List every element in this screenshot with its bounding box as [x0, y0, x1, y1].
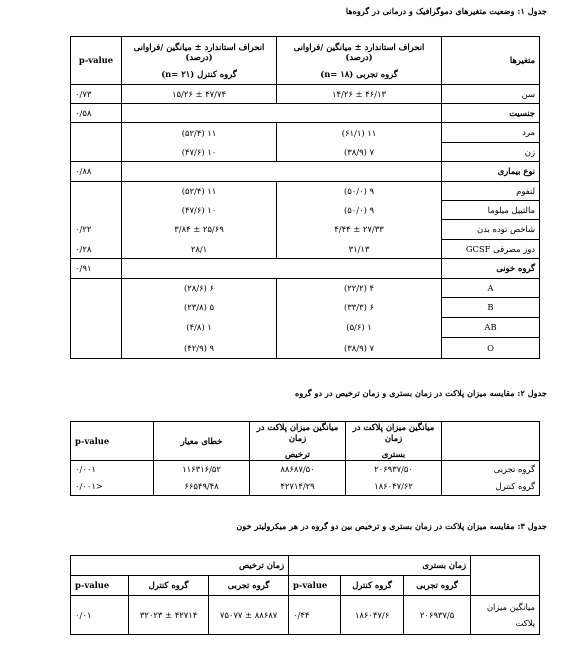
row-label-female: زن [442, 143, 540, 162]
table3-adm-experimental-header: گروه تجربی [404, 576, 471, 596]
table3-header-row2 [71, 576, 540, 596]
cell-disease-span [122, 162, 442, 182]
table1-caption: جدول ۱: وضعیت متغیرهای دموگرافیک و درمانی در گروه‌ها [345, 6, 547, 16]
row-label-ab: AB [442, 318, 540, 338]
cell-disease-p: ۰/۸۸ [71, 162, 122, 182]
experimental-header-line1: انحراف استاندارد ± میانگین /فراوانی (درصد) [293, 41, 425, 63]
cell-o-control: ۹ (۴۲/۹) [122, 338, 277, 359]
table-row [71, 201, 540, 220]
row-label-myeloma: مالتیپل میلوما [442, 201, 540, 220]
table-row [71, 85, 540, 104]
table2-cell-discharge-experimental: ۸۸۶۸۷/۵۰ [250, 460, 346, 478]
cell-ab-control: ۱ (۴/۸) [122, 318, 277, 338]
table2-admission-header-line1: میانگین میزان پلاکت در زمان [352, 422, 435, 443]
cell-o-experimental: ۷ (۳۸/۹) [277, 338, 442, 359]
table2-cell-se-experimental: ۱۱۶۳۱۶/۵۲ [154, 460, 250, 478]
cell-blood-p: ۰/۹۱ [71, 259, 122, 279]
row-label-male: مرد [442, 123, 540, 143]
table3-adm-pvalue-header: p-value [289, 576, 341, 596]
table-row [71, 182, 540, 201]
table3-dis-control-header: گروه کنترل [129, 576, 209, 596]
table2-group-header [442, 422, 540, 461]
table2-caption: جدول ۲: مقایسه میزان پلاکت در زمان بستری و زمان ترخیص در دو گروه [295, 388, 547, 398]
cell-b-experimental: ۶ (۳۳/۳) [277, 298, 442, 318]
table3-row-label-line2: پلاکت [515, 618, 536, 628]
row-label-age: سن [442, 85, 540, 104]
cell-male-female-p [71, 123, 122, 162]
table1-header-row [71, 37, 540, 85]
table2-cell-se-control: ۶۶۵۴۹/۴۸ [154, 478, 250, 495]
table3-cell-dis-experimental: ۸۸۶۸۷ ± ۷۵۰۷۷ [209, 596, 289, 635]
table2-admission-header-line2: بستری [381, 449, 406, 459]
cell-age-control: ۴۷/۷۴ ± ۱۵/۲۶ [122, 85, 277, 104]
cell-b-control: ۵ (۲۳/۸) [122, 298, 277, 318]
table-row [71, 220, 540, 240]
row-label-o: O [442, 338, 540, 359]
table-row [71, 143, 540, 162]
cell-bmi-p: ۰/۲۲ [71, 220, 122, 240]
cell-blood-types-p [71, 279, 122, 359]
table-row [71, 298, 540, 318]
table2-cell-admission-control: ۱۸۶۰۴۷/۶۲ [346, 478, 442, 495]
control-header-line1: انحراف استاندارد ± میانگین /فراوانی (درصد) [133, 41, 265, 63]
experimental-header [277, 37, 442, 85]
table-row [71, 318, 540, 338]
table3-dis-experimental-header: گروه تجربی [209, 576, 289, 596]
table2-admission-header [346, 422, 442, 461]
table3-adm-control-header: گروه کنترل [341, 576, 404, 596]
cell-bmi-control: ۲۵/۶۹ ± ۳/۸۴ [122, 220, 277, 240]
table3-corner-header [471, 556, 540, 596]
table3-cell-dis-p: ۰/۰۱ [71, 596, 129, 635]
table2-se-header: خطای معیار [154, 422, 250, 461]
cell-age-p: ۰/۷۳ [71, 85, 122, 104]
row-label-lymphoma: لنفوم [442, 182, 540, 201]
control-header-line2: گروه کنترل (۲۱ =n) [161, 68, 237, 79]
table-row [71, 460, 540, 478]
control-header [122, 37, 277, 85]
cell-male-experimental: ۱۱ (۶۱/۱) [277, 123, 442, 143]
table3-cell-adm-control: ۱۸۶۰۴۷/۶ [341, 596, 404, 635]
table2-header-row [71, 422, 540, 461]
experimental-header-line2: گروه تجربی (۱۸ =n) [320, 68, 398, 79]
table-row [71, 259, 540, 279]
table3-row-label-line1: میانگین میزان [486, 601, 536, 612]
table3-dis-pvalue-header: p-value [71, 576, 129, 596]
row-label-disease-type: نوع بیماری [442, 162, 540, 182]
cell-male-control: ۱۱ (۵۲/۴) [122, 123, 277, 143]
table2 [70, 421, 540, 496]
table1 [70, 36, 540, 359]
cell-gender-span [122, 104, 442, 123]
table-row [71, 240, 540, 259]
table3-cell-adm-experimental: ۲۰۶۹۳۷/۵ [404, 596, 471, 635]
table2-pvalue-header: p-value [71, 422, 154, 461]
table3-header-row1 [71, 556, 540, 576]
cell-myeloma-control: ۱۰ (۴۷/۶) [122, 201, 277, 220]
cell-age-experimental: ۴۶/۱۳ ± ۱۴/۲۶ [277, 85, 442, 104]
table-row [71, 104, 540, 123]
table3-row-label [471, 596, 540, 635]
cell-myeloma-experimental: ۹ (۵۰/۰) [277, 201, 442, 220]
cell-lymphoma-experimental: ۹ (۵۰/۰) [277, 182, 442, 201]
cell-bmi-experimental: ۲۷/۳۳ ± ۴/۴۴ [277, 220, 442, 240]
cell-female-control: ۱۰ (۴۷/۶) [122, 143, 277, 162]
table3-discharge-header: زمان ترخیص [71, 556, 289, 576]
cell-female-experimental: ۷ (۳۸/۹) [277, 143, 442, 162]
table-row [71, 338, 540, 359]
table2-cell-discharge-control: ۴۲۷۱۴/۲۹ [250, 478, 346, 495]
cell-a-control: ۶ (۲۸/۶) [122, 279, 277, 298]
table2-row-label-experimental: گروه تجربی [442, 460, 540, 478]
table3-admission-header: زمان بستری [289, 556, 471, 576]
cell-gcsf-control: ۲۸/۱ [122, 240, 277, 259]
table2-row-label-control: گروه کنترل [442, 478, 540, 495]
cell-gender-p: ۰/۵۸ [71, 104, 122, 123]
row-label-a: A [442, 279, 540, 298]
variables-header: متغیرها [442, 37, 540, 85]
table-row [71, 123, 540, 143]
table-row [71, 162, 540, 182]
table3-cell-adm-p: ۰/۴۴ [289, 596, 341, 635]
table-row [71, 279, 540, 298]
table2-cell-admission-experimental: ۲۰۶۹۳۷/۵۰ [346, 460, 442, 478]
table3-cell-dis-control: ۴۲۷۱۴ ± ۳۲۰۲۳ [129, 596, 209, 635]
cell-a-experimental: ۴ (۲۲/۲) [277, 279, 442, 298]
table-row [71, 596, 540, 635]
table-row [71, 478, 540, 495]
table2-discharge-header-line2: ترخیص [285, 449, 310, 459]
table3-caption: جدول ۳: مقایسه میزان پلاکت در زمان بستری و ترخیص بین دو گروه در هر میکرولیتر خون [236, 521, 547, 531]
table2-cell-p-experimental: ۰/۰۰۱ [71, 460, 154, 478]
cell-gcsf-p: ۰/۲۸ [71, 240, 122, 259]
row-label-b: B [442, 298, 540, 318]
cell-blood-span [122, 259, 442, 279]
row-label-gender: جنسیت [442, 104, 540, 123]
row-label-blood-group: گروه خونی [442, 259, 540, 279]
cell-ab-experimental: ۱ (۵/۶) [277, 318, 442, 338]
cell-gcsf-experimental: ۳۱/۱۳ [277, 240, 442, 259]
cell-lymphoma-myeloma-p [71, 182, 122, 220]
cell-lymphoma-control: ۱۱ (۵۲/۴) [122, 182, 277, 201]
table2-cell-p-control: <۰/۰۰۱ [71, 478, 154, 495]
row-label-bmi: شاخص توده بدن [442, 220, 540, 240]
table2-discharge-header-line1: میانگین میزان پلاکت در زمان [256, 422, 339, 443]
table3 [70, 555, 540, 635]
row-label-gcsf: دوز مصرفی GCSF [442, 240, 540, 259]
table2-discharge-header [250, 422, 346, 461]
pvalue-header: p-value [71, 37, 122, 85]
